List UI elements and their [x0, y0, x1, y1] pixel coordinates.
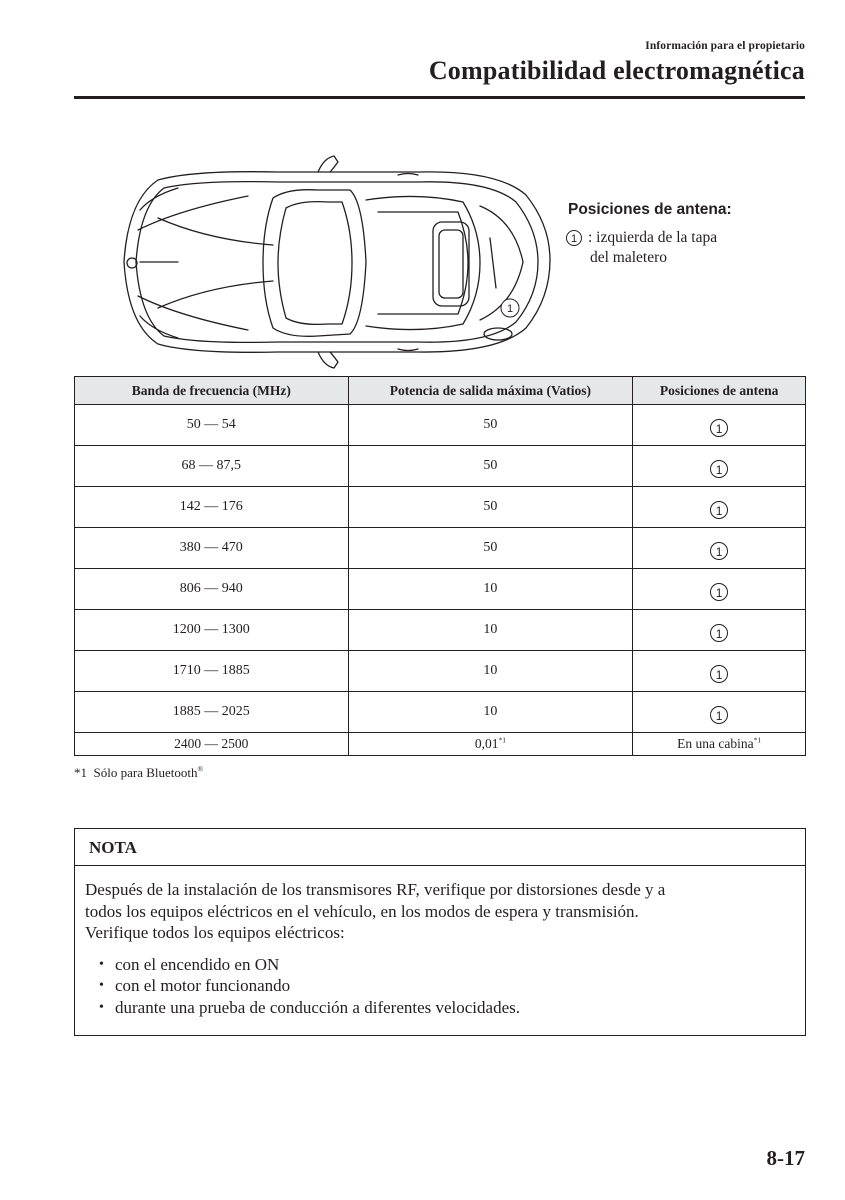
table-row [75, 692, 806, 733]
note-bullet-item: • con el encendido en ON [99, 954, 795, 976]
footnote-marker: *1 [74, 765, 87, 780]
column-header-power: Potencia de salida máxima (Vatios) [348, 377, 633, 405]
position-one-icon: 1 [710, 706, 728, 724]
table-row [75, 528, 806, 569]
power-cell: 50 [348, 446, 633, 487]
antenna-legend-title: Posiciones de antena: [568, 201, 732, 218]
position-cell [633, 487, 806, 528]
title-rule [74, 96, 805, 99]
position-one-icon: 1 [710, 665, 728, 683]
footnote-ref: *1 [498, 735, 506, 745]
band-cell: 380 — 470 [75, 528, 349, 569]
table-row [75, 569, 806, 610]
position-cell [633, 569, 806, 610]
note-body [75, 866, 805, 1018]
band-cell: 50 — 54 [75, 405, 349, 446]
power-cell: 10 [348, 692, 633, 733]
position-one-icon: 1 [710, 501, 728, 519]
registered-mark: ® [197, 764, 204, 774]
car-top-view-illustration [118, 150, 556, 375]
note-bullet-list [85, 954, 795, 1019]
table-header-row [75, 377, 806, 405]
table-row [75, 733, 806, 756]
position-cell [633, 610, 806, 651]
position-cell [633, 446, 806, 487]
antenna-marker-label: 1 [506, 303, 514, 315]
antenna-legend-text-continued: del maletero [590, 249, 668, 266]
table-row [75, 446, 806, 487]
note-paragraph-line: Después de la instalación de los transmisores RF, verifique por distorsiones desde y a [85, 880, 666, 899]
band-cell: 1710 — 1885 [75, 651, 349, 692]
antenna-legend-entry [566, 228, 766, 268]
table-body [75, 405, 806, 756]
position-value: En una cabina [677, 736, 754, 751]
page-title: Compatibilidad electromagnética [428, 56, 805, 85]
band-cell: 1885 — 2025 [75, 692, 349, 733]
position-cell [633, 692, 806, 733]
position-one-icon: 1 [710, 542, 728, 560]
band-cell: 806 — 940 [75, 569, 349, 610]
footnote [74, 765, 203, 781]
position-one-icon: 1 [566, 230, 582, 246]
page-number: 8-17 [766, 1146, 805, 1170]
power-cell: 50 [348, 487, 633, 528]
footnote-ref: *1 [753, 735, 762, 745]
column-header-position: Posiciones de antena [633, 377, 806, 405]
antenna-legend-text: : izquierda de la tapa [588, 229, 718, 246]
note-paragraph-line: Verifique todos los equipos eléctricos: [85, 923, 345, 942]
position-cell [633, 733, 806, 756]
table-row [75, 610, 806, 651]
power-cell: 10 [348, 651, 633, 692]
power-cell: 10 [348, 569, 633, 610]
band-cell: 142 — 176 [75, 487, 349, 528]
note-title: NOTA [75, 829, 805, 866]
column-header-band: Banda de frecuencia (MHz) [75, 377, 349, 405]
position-one-icon: 1 [710, 624, 728, 642]
position-cell [633, 528, 806, 569]
power-value: 0,01 [474, 736, 499, 751]
note-box [74, 828, 806, 1036]
table-row [75, 651, 806, 692]
band-cell: 2400 — 2500 [75, 733, 349, 756]
antenna-marker [501, 299, 519, 317]
note-paragraph-line: todos los equipos eléctricos en el vehículo, en los modos de espera y transmisión. [85, 901, 639, 921]
position-one-icon: 1 [710, 419, 728, 437]
frequency-table [74, 376, 806, 756]
band-cell: 1200 — 1300 [75, 610, 349, 651]
note-bullet-item: • con el motor funcionando [99, 975, 795, 997]
table-row [75, 405, 806, 446]
position-one-icon: 1 [710, 460, 728, 478]
power-cell [348, 733, 633, 756]
power-cell: 10 [348, 610, 633, 651]
section-label: Información para el propietario [645, 40, 805, 52]
position-one-icon: 1 [710, 583, 728, 601]
power-cell: 50 [348, 405, 633, 446]
note-bullet-item: • durante una prueba de conducción a diferentes velocidades. [99, 997, 795, 1019]
position-cell [633, 651, 806, 692]
table-row [75, 487, 806, 528]
footnote-text: Sólo para Bluetooth [93, 765, 198, 780]
position-cell [633, 405, 806, 446]
power-cell: 50 [348, 528, 633, 569]
band-cell: 68 — 87,5 [75, 446, 349, 487]
